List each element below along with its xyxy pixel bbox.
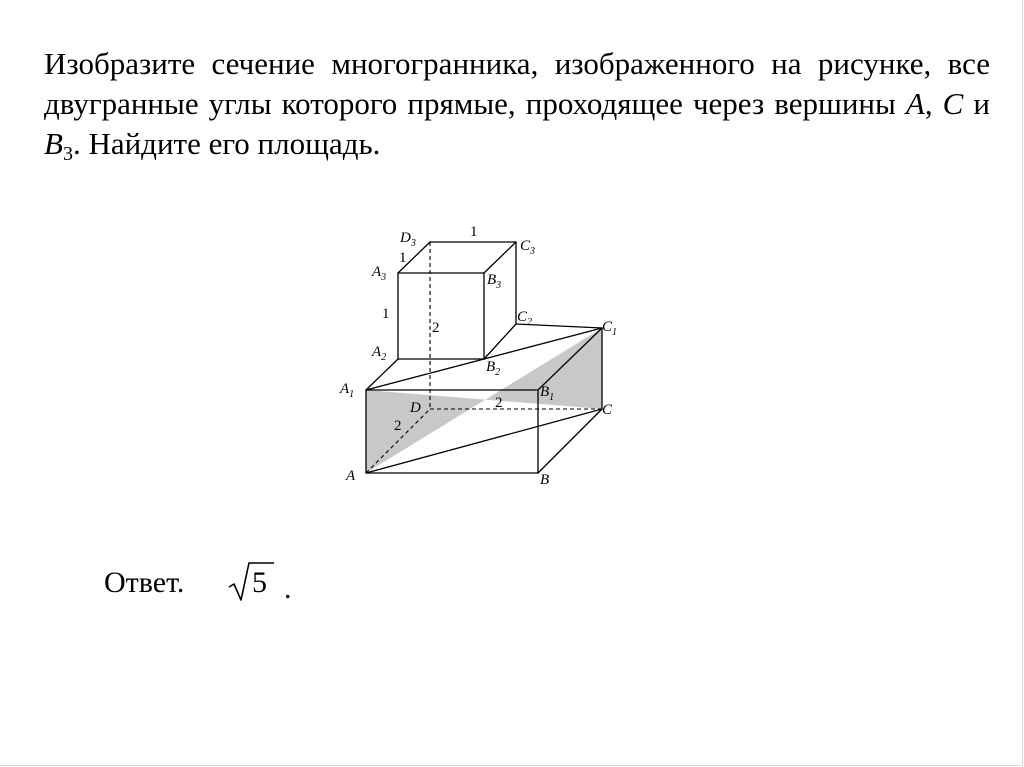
vertex-label-c: C — [602, 402, 613, 418]
vertex-label-a1: $A_1$ — [340, 381, 355, 400]
vertex-label-a3: $A_3$ — [372, 264, 387, 283]
edge-length-upper-height: 1 — [382, 306, 390, 322]
answer-value — [226, 558, 306, 613]
vertex-label-b: B — [540, 472, 550, 488]
vertex-label-b1: $B_1$ — [540, 384, 555, 403]
vertex-b3-index: 3 — [62, 143, 73, 165]
problem-text: Изобразите сечение многогранника, изображенного на рисунке, все двугранные углы которого прямые, проходящее через вершины — [44, 46, 990, 121]
answer-label: Ответ. — [104, 566, 185, 599]
vertex-label-b2: $B_2$ — [486, 359, 501, 378]
vertex-label-d: D — [410, 400, 421, 416]
vertex-label-a: A — [346, 468, 356, 484]
edge — [484, 324, 516, 359]
answer-trailing-dot: . — [284, 572, 292, 605]
vertex-label-b3: $B_3$ — [487, 272, 502, 291]
edge-length-base-width: 2 — [495, 395, 503, 411]
edge-length-base-depth: 2 — [394, 418, 402, 434]
edge-length-inner-height: 2 — [432, 320, 440, 336]
vertex-label-c2: $C_2$ — [517, 309, 533, 328]
vertex-label-d3: $D_3$ — [400, 230, 416, 249]
separator: и — [963, 86, 991, 121]
problem-statement — [44, 44, 990, 164]
edge-length-top-depth: 1 — [399, 250, 407, 266]
problem-text-end: . Найдите его площадь. — [72, 126, 381, 161]
polyhedron-diagram — [330, 210, 650, 510]
vertex-label-c1: $C_1$ — [602, 319, 618, 338]
polyhedron-figure — [330, 210, 650, 510]
separator: , — [924, 86, 943, 121]
vertex-label-a2: $A_2$ — [372, 344, 387, 363]
answer-radicand: 5 — [252, 566, 267, 599]
vertex-c-ref: C — [942, 86, 964, 121]
vertex-b3-ref: B — [44, 126, 63, 161]
edge — [484, 242, 516, 273]
vertex-a-ref: A — [905, 86, 925, 121]
answer-formula — [226, 558, 306, 608]
vertex-label-c3: $C_3$ — [520, 238, 536, 257]
edge-length-top-width: 1 — [470, 224, 478, 240]
edge — [538, 409, 602, 473]
